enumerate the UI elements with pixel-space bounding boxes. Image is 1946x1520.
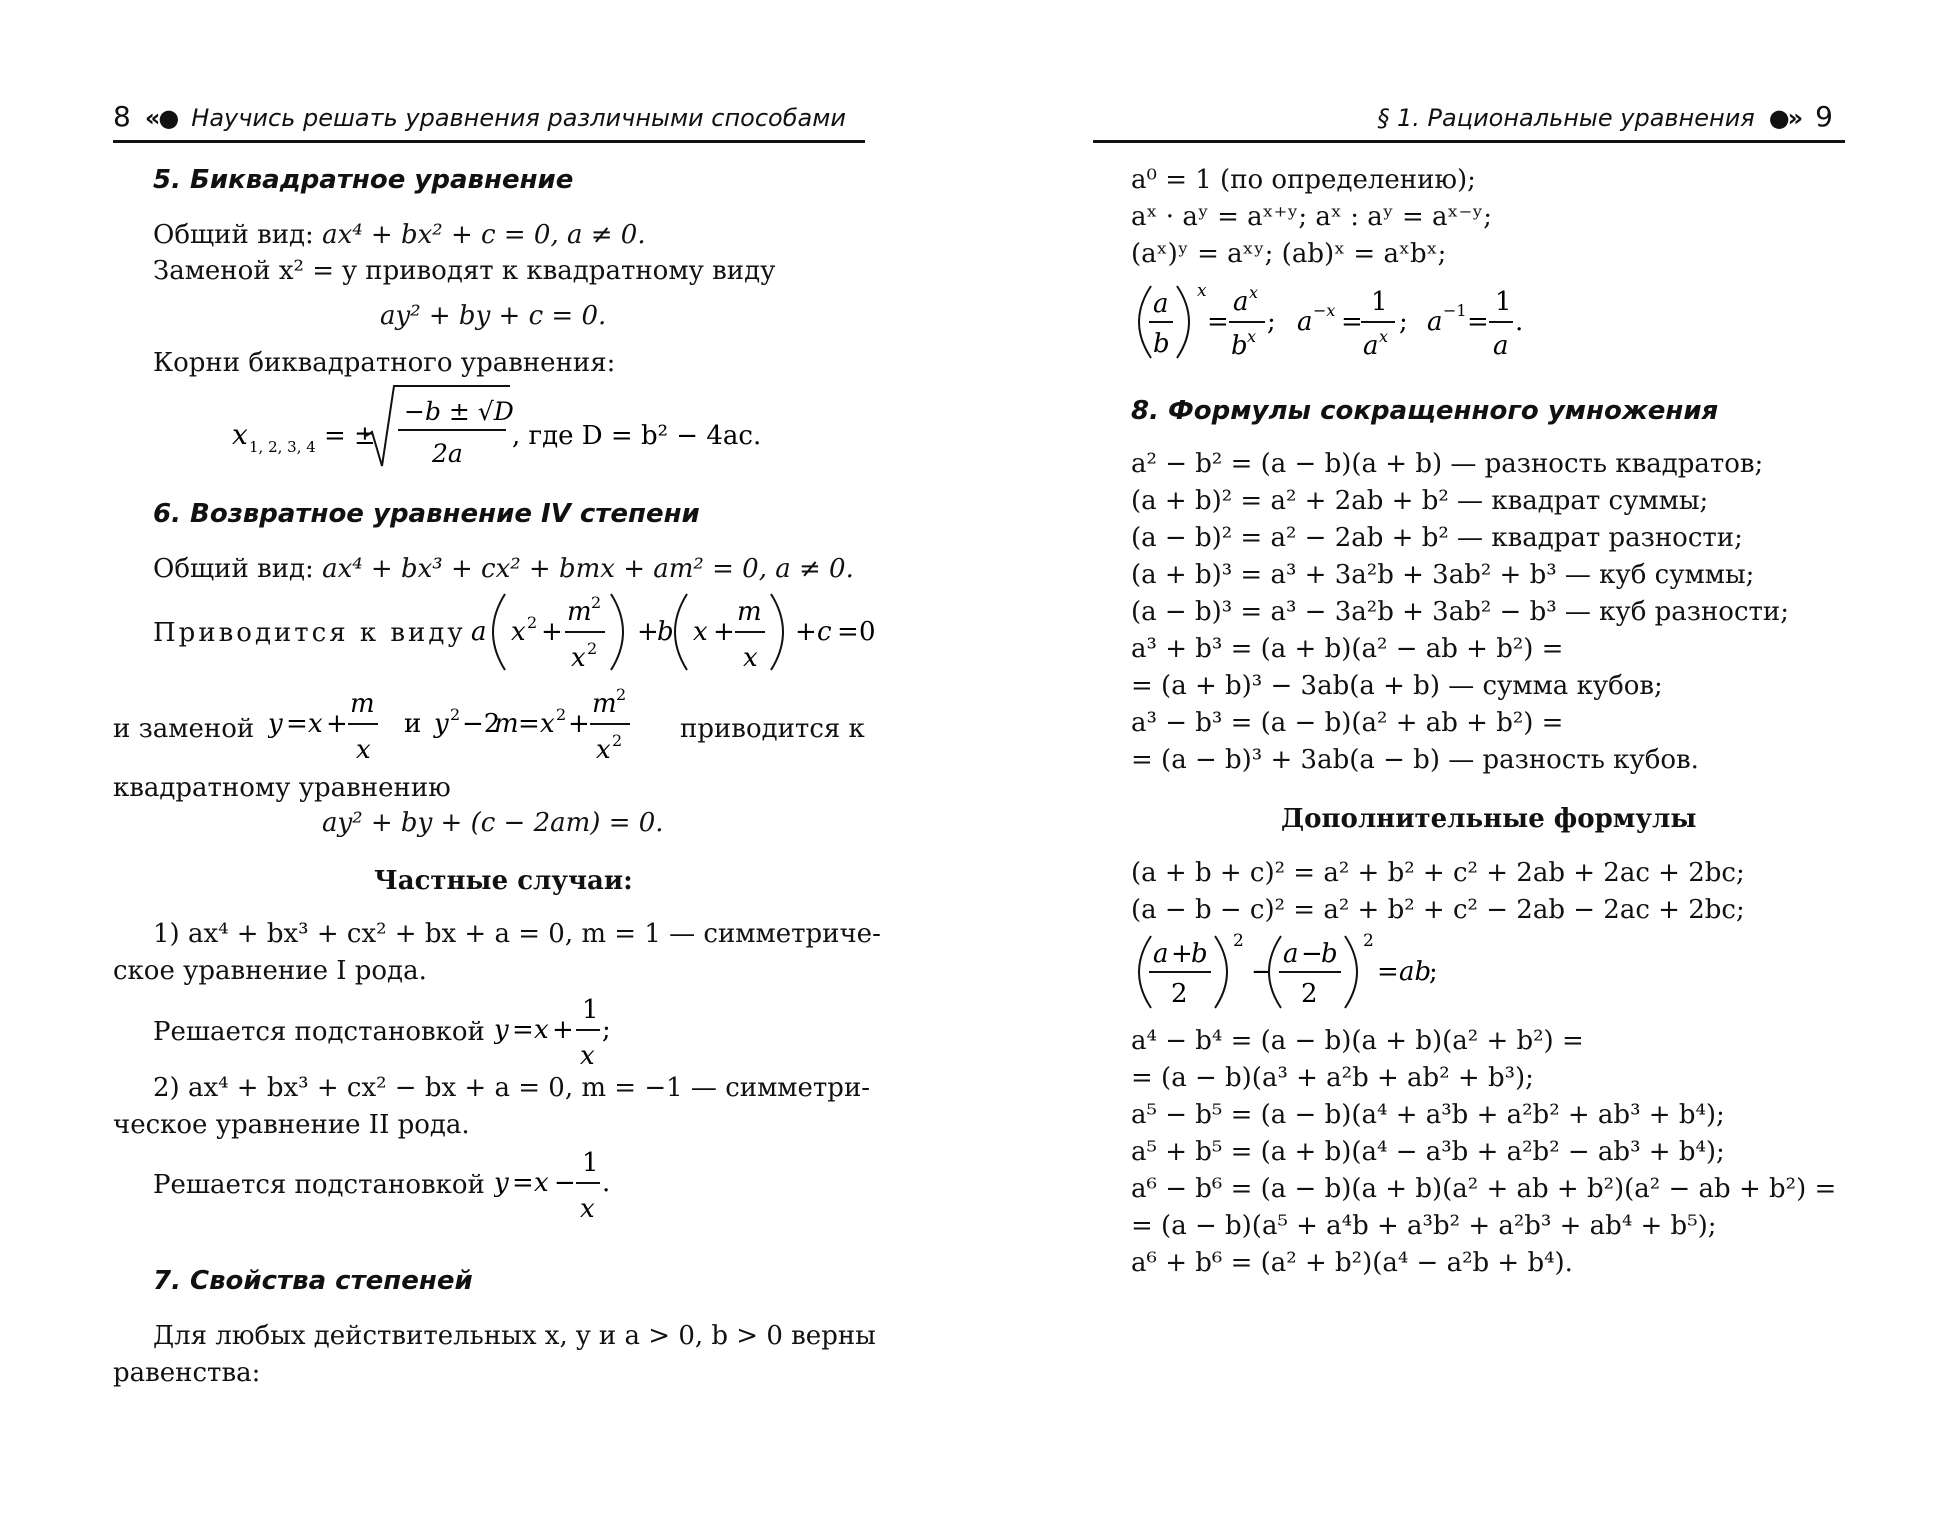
case-1-substitution xyxy=(494,990,634,1070)
extra-line: = (a − b)(a³ + a²b + ab² + b³); xyxy=(1131,1063,1534,1093)
extra-fraction-identity xyxy=(1131,930,1471,1014)
svg-text:=: = xyxy=(512,1015,534,1045)
s6-sub-suffix: приводится к xyxy=(680,714,865,744)
case-2-solve: Решается подстановкой xyxy=(153,1170,485,1200)
s8-line: (a + b)³ = a³ + 3a²b + 3ab² + b³ — куб суммы; xyxy=(1131,560,1755,590)
reduced-form-svg xyxy=(465,588,885,676)
svg-text:;: ; xyxy=(1429,957,1438,987)
svg-text:+: + xyxy=(637,617,659,647)
svg-text:b: b xyxy=(1321,939,1338,969)
extra-line: a⁶ + b⁶ = (a² + b²)(a⁴ − a²b + b⁴). xyxy=(1131,1248,1573,1278)
svg-text:2: 2 xyxy=(1171,979,1188,1009)
pow-fraction-rules xyxy=(1131,280,1551,364)
svg-text:+: + xyxy=(541,617,563,647)
svg-text:2: 2 xyxy=(1301,979,1318,1009)
extra-line: = (a − b)(a⁵ + a⁴b + a³b² + a²b³ + ab⁴ + b⁵); xyxy=(1131,1211,1717,1241)
page-number: 9 xyxy=(1815,100,1833,133)
svg-text:−1: −1 xyxy=(1443,301,1467,320)
svg-text:x: x xyxy=(308,709,323,739)
svg-text:−x: −x xyxy=(1313,301,1336,320)
svg-text:x: x xyxy=(580,1194,595,1223)
svg-text:0: 0 xyxy=(859,617,876,647)
svg-text:ab: ab xyxy=(1399,957,1432,987)
svg-text:a: a xyxy=(1493,331,1509,361)
svg-text:m: m xyxy=(567,597,592,627)
substitution-svg xyxy=(268,682,668,772)
svg-text:2: 2 xyxy=(591,593,602,612)
svg-text:y: y xyxy=(494,1168,509,1198)
svg-text:=: = xyxy=(1341,307,1363,337)
svg-text:=: = xyxy=(518,709,540,739)
header-title: § 1. Рациональные уравнения xyxy=(1377,104,1755,132)
svg-text:=: = xyxy=(1377,957,1399,987)
s8-line: = (a − b)³ + 3ab(a − b) — разность кубов. xyxy=(1131,745,1699,775)
section-6-title: 6. Возвратное уравнение IV степени xyxy=(153,499,700,529)
svg-text:a: a xyxy=(1427,307,1443,337)
s8-line: a³ + b³ = (a + b)(a² − ab + b²) = xyxy=(1131,634,1564,664)
svg-text:+: + xyxy=(326,709,348,739)
svg-text:1: 1 xyxy=(1495,287,1512,317)
s5-roots-formula xyxy=(232,384,792,474)
svg-text:b: b xyxy=(657,617,674,647)
extra-line: a⁵ − b⁵ = (a − b)(a⁴ + a³b + a²b² + ab³ + b⁴); xyxy=(1131,1100,1725,1130)
s8-line: (a + b)² = a² + 2ab + b² — квадрат суммы; xyxy=(1131,486,1709,516)
svg-text:x: x xyxy=(693,617,708,647)
svg-text:b: b xyxy=(1231,331,1248,361)
svg-text:1: 1 xyxy=(582,1148,599,1178)
svg-text:a: a xyxy=(1153,939,1169,969)
svg-text:x: x xyxy=(1247,327,1257,346)
section-7-title: 7. Свойства степеней xyxy=(153,1266,473,1296)
case-2-line-2: ческое уравнение II рода. xyxy=(113,1110,470,1140)
svg-text:=: = xyxy=(1207,307,1229,337)
s8-line: a² − b² = (a − b)(a + b) — разность квадратов; xyxy=(1131,449,1764,479)
s5-general-formula: ax⁴ + bx² + c = 0, a ≠ 0. xyxy=(322,220,646,250)
svg-text:2: 2 xyxy=(1363,931,1374,951)
s5-quadratic-formula: ay² + by + c = 0. xyxy=(380,301,607,331)
s5-quadratic xyxy=(380,300,606,332)
svg-text:2: 2 xyxy=(587,639,598,658)
case-2-substitution xyxy=(494,1143,634,1223)
svg-text:x: x xyxy=(511,617,526,647)
s8-line: a³ − b³ = (a − b)(a² + ab + b²) = xyxy=(1131,708,1564,738)
svg-text:x: x xyxy=(571,643,586,673)
s6-to-quadratic: квадратному уравнению xyxy=(113,773,451,803)
page-number: 8 xyxy=(113,100,131,133)
roots-eq: = ± xyxy=(324,421,376,451)
svg-text:1: 1 xyxy=(582,995,599,1025)
roots-denominator: 2a xyxy=(432,439,463,468)
header-rule xyxy=(113,140,865,143)
s8-line: (a − b)² = a² − 2ab + b² — квадрат разности; xyxy=(1131,523,1743,553)
s6-general-label: Общий вид: xyxy=(153,554,314,584)
svg-text:=: = xyxy=(512,1168,534,1198)
header-mark-icon: ●» xyxy=(1762,104,1808,132)
s6-quadratic-formula: ay² + by + (c − 2am) = 0. xyxy=(322,808,664,838)
svg-text:y: y xyxy=(494,1015,509,1045)
special-cases-title: Частные случаи: xyxy=(374,866,633,896)
svg-text:2: 2 xyxy=(527,613,538,632)
svg-text:x: x xyxy=(534,1168,549,1198)
svg-text:=: = xyxy=(837,617,859,647)
extra-formulas-title: Дополнительные формулы xyxy=(1281,804,1697,834)
svg-text:m: m xyxy=(737,597,762,627)
svg-text:y: y xyxy=(268,709,283,739)
svg-text:y: y xyxy=(434,709,449,739)
svg-text:;: ; xyxy=(1399,307,1408,337)
s6-general-form xyxy=(153,553,854,585)
s6-quadratic xyxy=(322,807,664,839)
svg-text:;: ; xyxy=(1267,307,1276,337)
svg-text:.: . xyxy=(1515,307,1524,337)
s8-line: (a − b)³ = a³ − 3a²b + 3ab² − b³ — куб разности; xyxy=(1131,597,1789,627)
right-page xyxy=(973,0,1946,1520)
extra-fraction-svg xyxy=(1131,930,1471,1014)
svg-text:m: m xyxy=(494,709,519,739)
svg-text:a: a xyxy=(1363,331,1379,361)
s6-sub-prefix: и заменой xyxy=(113,714,255,744)
case-1-line-1: 1) ax⁴ + bx³ + cx² + bx + a = 0, m = 1 — симметриче- xyxy=(153,919,881,949)
running-header-left xyxy=(113,100,846,133)
svg-text:x: x xyxy=(1379,327,1389,346)
svg-text:;: ; xyxy=(602,1015,611,1045)
svg-text:a: a xyxy=(471,617,487,647)
svg-text:−: − xyxy=(1251,957,1273,987)
s7-line-1: Для любых действительных x, y и a > 0, b > 0 верны xyxy=(153,1321,876,1351)
svg-text:2: 2 xyxy=(1233,931,1244,951)
svg-text:+: + xyxy=(795,617,817,647)
case-1-solve: Решается подстановкой xyxy=(153,1017,485,1047)
svg-text:2: 2 xyxy=(556,705,567,724)
section-8-title: 8. Формулы сокращенного умножения xyxy=(1131,396,1719,426)
roots-lhs: x xyxy=(232,418,248,451)
svg-text:x: x xyxy=(580,1041,595,1070)
svg-text:2: 2 xyxy=(616,685,627,704)
svg-text:x: x xyxy=(534,1015,549,1045)
pow-line-3: (aˣ)ʸ = aˣʸ; (ab)ˣ = aˣbˣ; xyxy=(1131,239,1447,269)
svg-text:m: m xyxy=(350,689,375,719)
roots-sub: 1, 2, 3, 4 xyxy=(249,438,316,456)
svg-text:+: + xyxy=(552,1015,574,1045)
svg-text:m: m xyxy=(592,689,617,719)
s7-line-2: равенства: xyxy=(113,1358,261,1388)
header-title: Научись решать уравнения различными способами xyxy=(191,104,846,132)
pow-fractions-svg xyxy=(1131,280,1551,364)
svg-text:.: . xyxy=(602,1168,611,1198)
svg-text:x: x xyxy=(356,735,371,765)
svg-text:+: + xyxy=(1171,939,1193,969)
svg-text:x: x xyxy=(1249,283,1259,302)
pow-line-2: aˣ · aʸ = aˣ⁺ʸ; aˣ : aʸ = aˣ⁻ʸ; xyxy=(1131,202,1493,232)
s6-substitution-formula xyxy=(268,682,668,772)
extra-line: a⁵ + b⁵ = (a + b)(a⁴ − a³b + a²b² − ab³ + b⁴); xyxy=(1131,1137,1725,1167)
case-2-line-1: 2) ax⁴ + bx³ + cx² − bx + a = 0, m = −1 — симметри- xyxy=(153,1073,871,1103)
roots-numerator: −b ± √D xyxy=(404,397,514,426)
extra-line: a⁶ − b⁶ = (a − b)(a + b)(a² + ab + b²)(a² − ab + b²) = xyxy=(1131,1174,1837,1204)
case2-svg xyxy=(494,1143,634,1223)
s5-general-label: Общий вид: xyxy=(153,220,314,250)
svg-text:a: a xyxy=(1283,939,1299,969)
s6-general-formula: ax⁴ + bx³ + cx² + bmx + am² = 0, a ≠ 0. xyxy=(322,554,854,584)
svg-text:+: + xyxy=(713,617,735,647)
s5-general-form xyxy=(153,219,646,251)
svg-text:−: − xyxy=(1301,939,1323,969)
svg-text:a: a xyxy=(1153,289,1169,319)
header-rule xyxy=(1093,140,1845,143)
svg-text:2: 2 xyxy=(450,705,461,724)
svg-text:b: b xyxy=(1153,329,1170,359)
s6-reduce-label: Приводится к виду xyxy=(153,618,466,648)
svg-text:+: + xyxy=(568,709,590,739)
svg-text:c: c xyxy=(817,617,832,647)
svg-text:x: x xyxy=(743,643,758,673)
svg-text:−: − xyxy=(554,1168,576,1198)
s6-reduced-form xyxy=(465,588,885,676)
svg-text:x: x xyxy=(540,709,555,739)
section-5-title: 5. Биквадратное уравнение xyxy=(153,165,574,195)
extra-line: (a − b − c)² = a² + b² + c² − 2ab − 2ac + 2bc; xyxy=(1131,895,1745,925)
svg-text:−2: −2 xyxy=(462,709,501,739)
case1-svg xyxy=(494,990,634,1070)
extra-line: a⁴ − b⁴ = (a − b)(a + b)(a² + b²) = xyxy=(1131,1026,1584,1056)
svg-text:x: x xyxy=(1197,281,1207,301)
svg-text:a: a xyxy=(1233,287,1249,317)
svg-text:a: a xyxy=(1297,307,1313,337)
roots-formula-svg xyxy=(232,384,792,474)
svg-text:=: = xyxy=(286,709,308,739)
pow-line-1: a⁰ = 1 (по определению); xyxy=(1131,165,1476,195)
svg-text:x: x xyxy=(596,735,611,765)
extra-line: (a + b + c)² = a² + b² + c² + 2ab + 2ac + 2bc; xyxy=(1131,858,1745,888)
roots-where: , где D = b² − 4ac. xyxy=(512,421,762,451)
sub-and: и xyxy=(404,709,422,739)
svg-text:1: 1 xyxy=(1371,287,1388,317)
svg-text:2: 2 xyxy=(612,731,623,750)
s5-roots-label: Корни биквадратного уравнения: xyxy=(153,348,616,378)
svg-text:b: b xyxy=(1191,939,1208,969)
s5-substitution: Заменой x² = y приводят к квадратному виду xyxy=(153,256,776,286)
header-mark-icon: «● xyxy=(138,104,184,132)
s8-line: = (a + b)³ − 3ab(a + b) — сумма кубов; xyxy=(1131,671,1663,701)
running-header-right xyxy=(1377,100,1833,133)
case-1-line-2: ское уравнение I рода. xyxy=(113,956,427,986)
svg-text:=: = xyxy=(1467,307,1489,337)
